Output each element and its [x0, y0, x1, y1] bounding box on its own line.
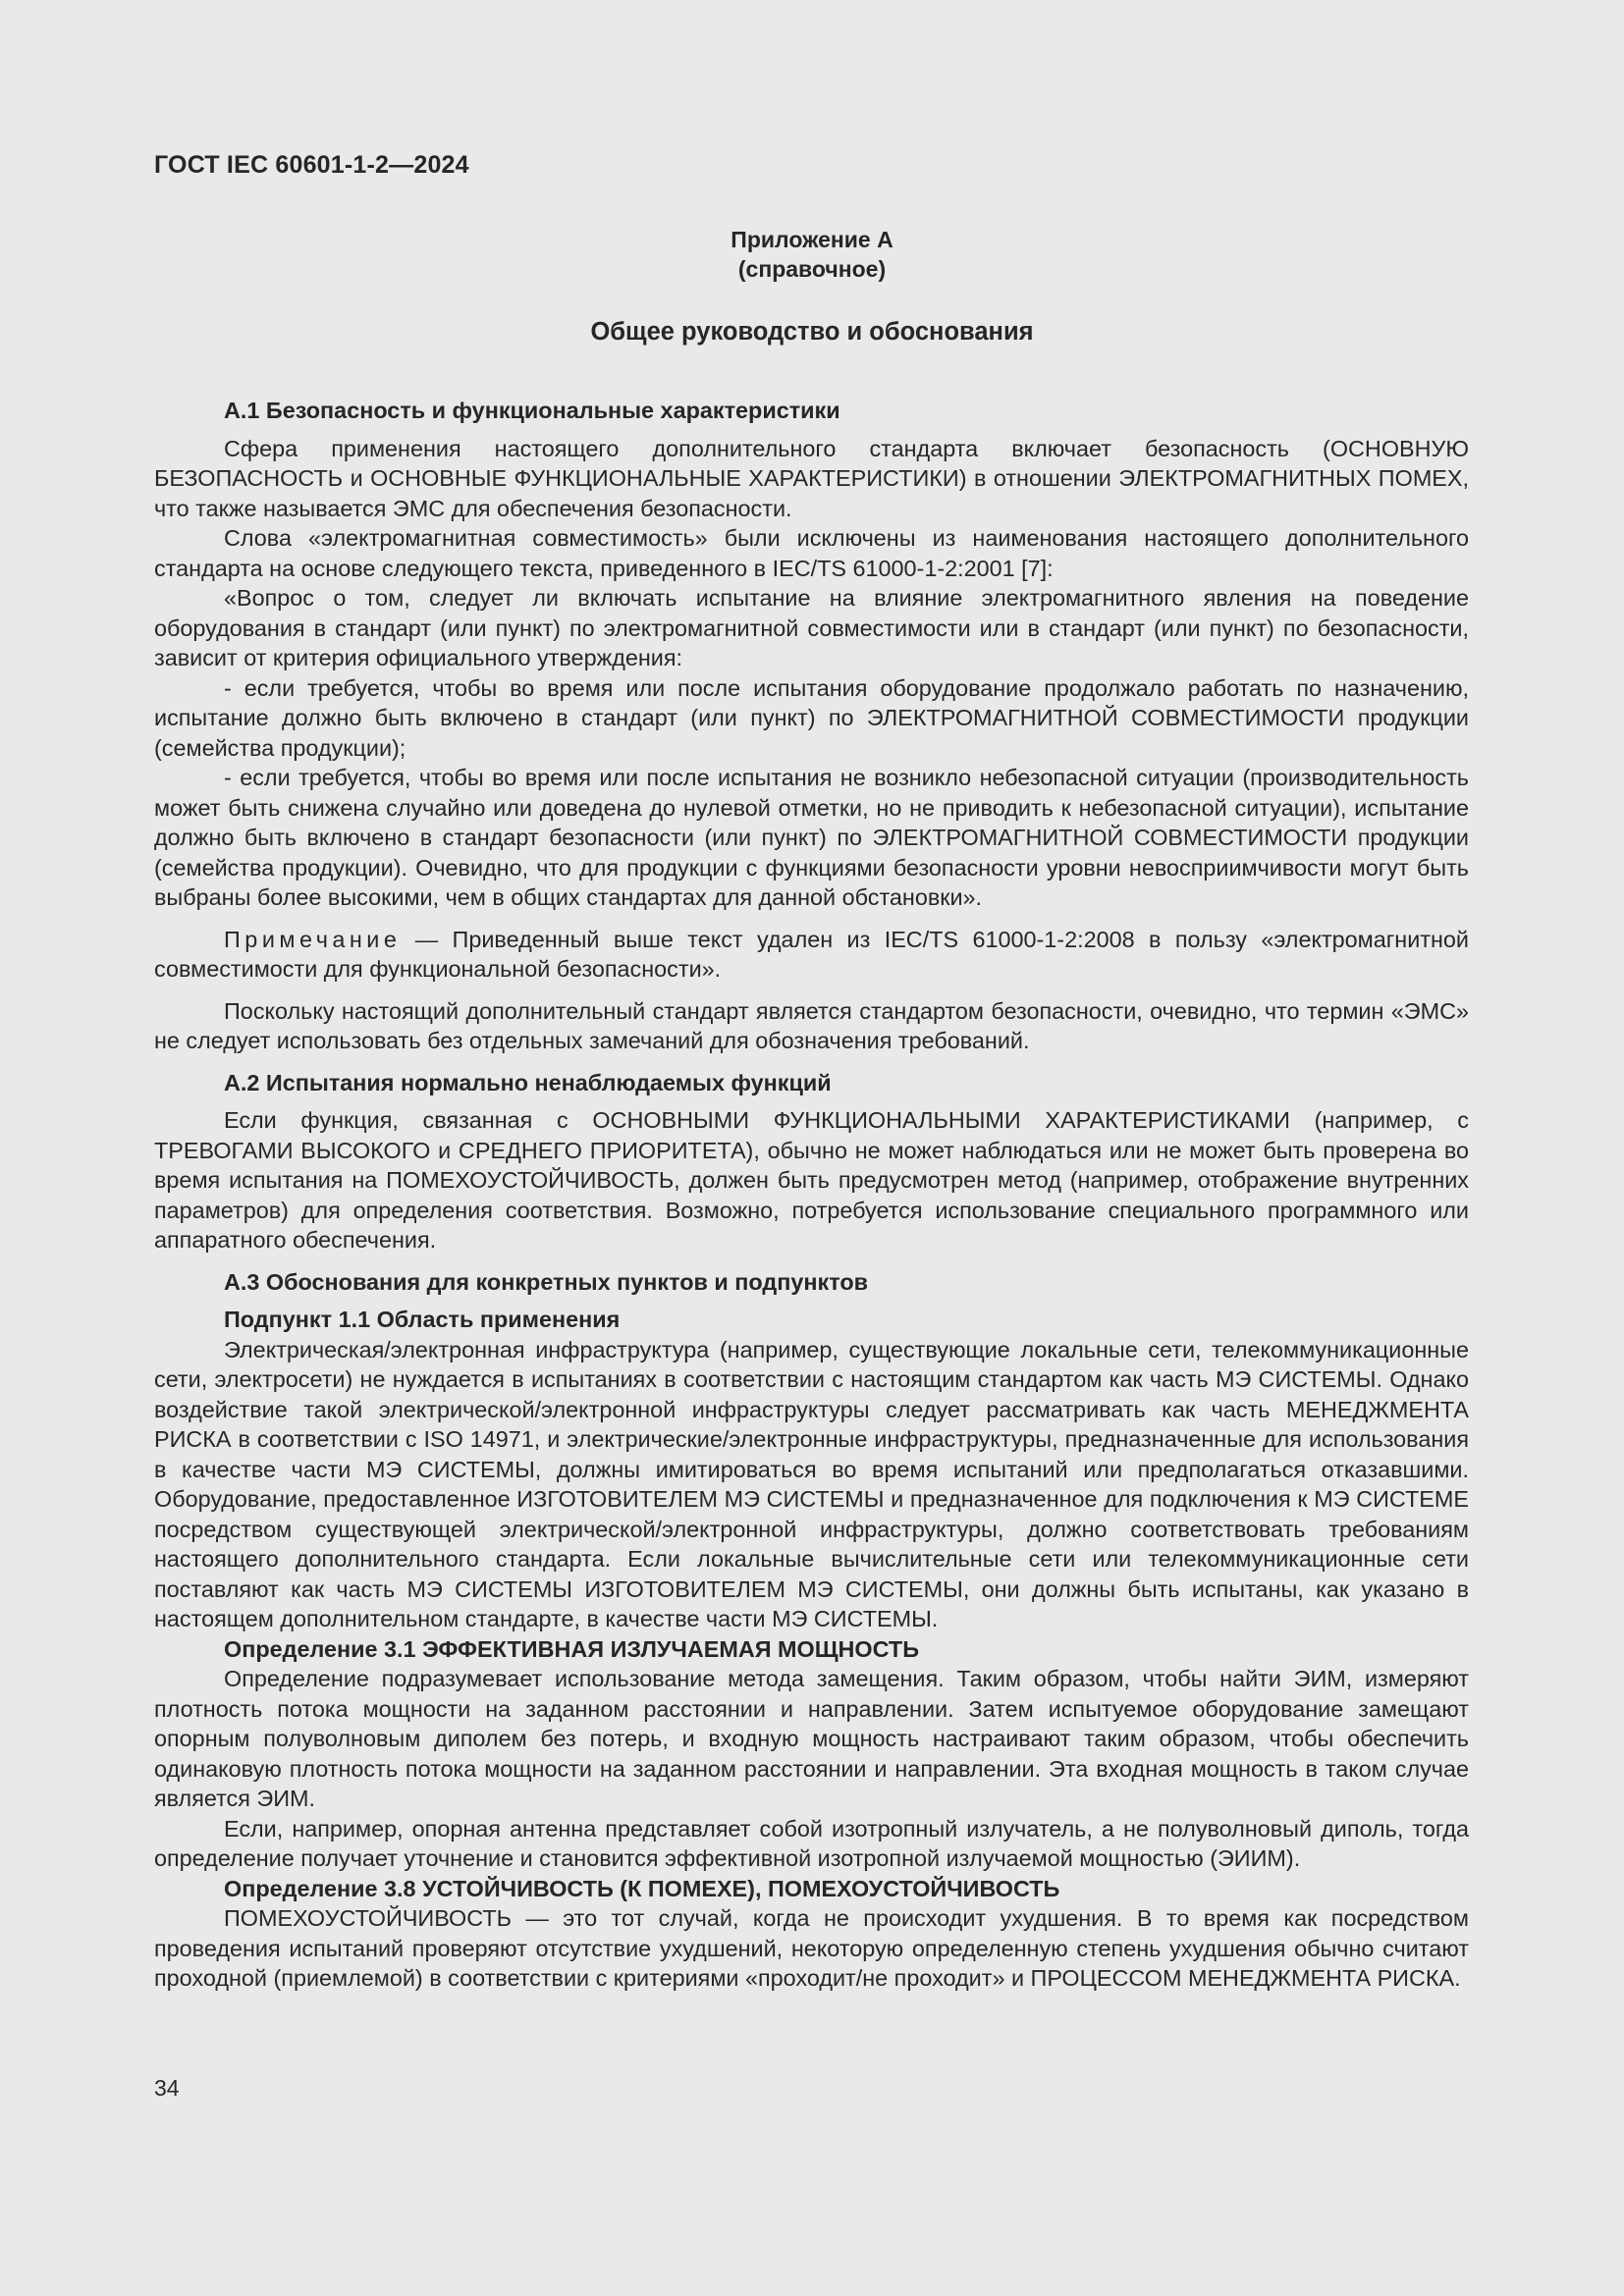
document-header: ГОСТ IEC 60601-1-2—2024: [154, 151, 469, 179]
note-label: Примечание: [224, 926, 402, 952]
paragraph: «Вопрос о том, следует ли включать испытание на влияние электромагнитного явления на поведение оборудования в стандарт (или пункт) по электромагнитной совместимости или в стандарт (или пункт) по безопасности, зависит от критерия официального утверждения:: [154, 585, 1469, 670]
paragraph: Поскольку настоящий дополнительный стандарт является стандартом безопасности, очевидно, что термин «ЭМС» не следует использовать без отдельных замечаний для обозначения требований.: [154, 997, 1469, 1053]
note-text: — Приведенный выше текст удален из IEC/TS 61000-1-2:2008 в пользу «электромагнитной совместимости для функциональной безопасности».: [154, 926, 1469, 982]
paragraph: Если функция, связанная с ОСНОВНЫМИ ФУНКЦИОНАЛЬНЫМИ ХАРАКТЕРИСТИКАМИ (например, с ТРЕВОГАМИ ВЫСОКОГО и СРЕДНЕГО ПРИОРИТЕТА), обычно не может наблюдаться или не может быть проверена во время испытания на ПОМЕХОУСТОЙЧИВОСТЬ, должен быть предусмотрен метод (например, отображение внутренних параметров) для определения соответствия. Возможно, потребуется использование специального программного или аппаратного обеспечения.: [154, 1107, 1469, 1253]
annex-label: [0, 225, 1624, 284]
annex-line-1: Приложение А: [731, 227, 893, 252]
document-body: [154, 396, 1469, 1994]
annex-line-2: (справочное): [737, 256, 887, 282]
section-heading-a3: А.3 Обоснования для конкретных пунктов и подпунктов: [224, 1268, 869, 1295]
paragraph: Электрическая/электронная инфраструктура (например, существующие локальные сети, телекоммуникационные сети, электросети) не нуждается в испытаниях в соответствии с настоящим стандартом как часть МЭ СИСТЕМЫ. Однако воздействие такой электрической/электронной инфраструктуры следует рассматривать как часть МЕНЕДЖМЕНТА РИСКА в соответствии с ISO 14971, и электрические/электронные инфраструктуры, предназначенные для использования в качестве части МЭ СИСТЕМЫ, должны имитироваться во время испытаний или предполагаться отказавшими. Оборудование, предоставленное ИЗГОТОВИТЕЛЕМ МЭ СИСТЕМЫ и предназначенное для подключения к МЭ СИСТЕМЕ посредством существующей электрической/электронной инфраструктуры, должно соответствовать требованиям настоящего дополнительного стандарта. Если локальные вычислительные сети или телекоммуникационные сети поставляют как часть МЭ СИСТЕМЫ ИЗГОТОВИТЕЛЕМ МЭ СИСТЕМЫ, они должны быть испытаны, как указано в настоящем дополнительном стандарте, в качестве части МЭ СИСТЕМЫ.: [154, 1336, 1469, 1631]
paragraph: Сфера применения настоящего дополнительного стандарта включает безопасность (ОСНОВНУЮ БЕЗОПАСНОСТЬ и ОСНОВНЫЕ ФУНКЦИОНАЛЬНЫЕ ХАРАКТЕРИСТИКИ) в отношении ЭЛЕКТРОМАГНИТНЫХ ПОМЕХ, что также называется ЭМС для обеспечения безопасности.: [154, 435, 1469, 521]
annex-title: Общее руководство и обоснования: [590, 318, 1034, 346]
paragraph: Определение подразумевает использование метода замещения. Таким образом, чтобы найти ЭИМ, измеряют плотность потока мощности на заданном расстоянии и направлении. Затем испытуемое оборудование замещают опорным полуволновым диполем без потерь, и входную мощность настраивают таким образом, чтобы обеспечить одинаковую плотность потока мощности на заданном расстоянии и направлении. Эта входная мощность в таком случае является ЭИМ.: [154, 1666, 1469, 1811]
page-number: 34: [154, 2075, 180, 2101]
section-heading-a1: А.1 Безопасность и функциональные характеристики: [224, 398, 840, 423]
note-paragraph: [154, 925, 1469, 985]
subsection-heading-3-8: Определение 3.8 УСТОЙЧИВОСТЬ (К ПОМЕХЕ), ПОМЕХОУСТОЙЧИВОСТЬ: [224, 1875, 1060, 1901]
section-heading-a2: А.2 Испытания нормально ненаблюдаемых функций: [224, 1069, 832, 1095]
subsection-heading-3-1: Определение 3.1 ЭФФЕКТИВНАЯ ИЗЛУЧАЕМАЯ МОЩНОСТЬ: [224, 1635, 920, 1662]
paragraph: ПОМЕХОУСТОЙЧИВОСТЬ — это тот случай, когда не происходит ухудшения. В то время как посредством проведения испытаний проверяют отсутствие ухудшений, некоторую определенную степень ухудшения обычно считают проходной (приемлемой) в соответствии с критериями «проходит/не проходит» и ПРОЦЕССОМ МЕНЕДЖМЕНТА РИСКА.: [154, 1905, 1469, 1991]
paragraph: Слова «электромагнитная совместимость» были исключены из наименования настоящего дополнительного стандарта на основе следующего текста, приведенного в IEC/TS 61000-1-2:2001 [7]:: [154, 525, 1469, 581]
paragraph: - если требуется, чтобы во время или после испытания оборудование продолжало работать по назначению, испытание должно быть включено в стандарт (или пункт) по ЭЛЕКТРОМАГНИТНОЙ СОВМЕСТИМОСТИ продукции (семейства продукции);: [154, 674, 1469, 761]
paragraph: - если требуется, чтобы во время или после испытания не возникло небезопасной ситуации (производительность может быть снижена случайно или доведена до нулевой отметки, но не приводить к небезопасной ситуации), испытание должно быть включено в стандарт безопасности (или пункт) по ЭЛЕКТРОМАГНИТНОЙ СОВМЕСТИМОСТИ продукции (семейства продукции). Очевидно, что для продукции с функциями безопасности уровни невосприимчивости могут быть выбраны более высокими, чем в общих стандартах для данной обстановки».: [154, 765, 1469, 910]
paragraph: Если, например, опорная антенна представляет собой изотропный излучатель, а не полуволновый диполь, тогда определение получает уточнение и становится эффективной изотропной излучаемой мощностью (ЭИИМ).: [154, 1815, 1469, 1871]
subsection-heading-1-1: Подпункт 1.1 Область применения: [224, 1307, 621, 1332]
